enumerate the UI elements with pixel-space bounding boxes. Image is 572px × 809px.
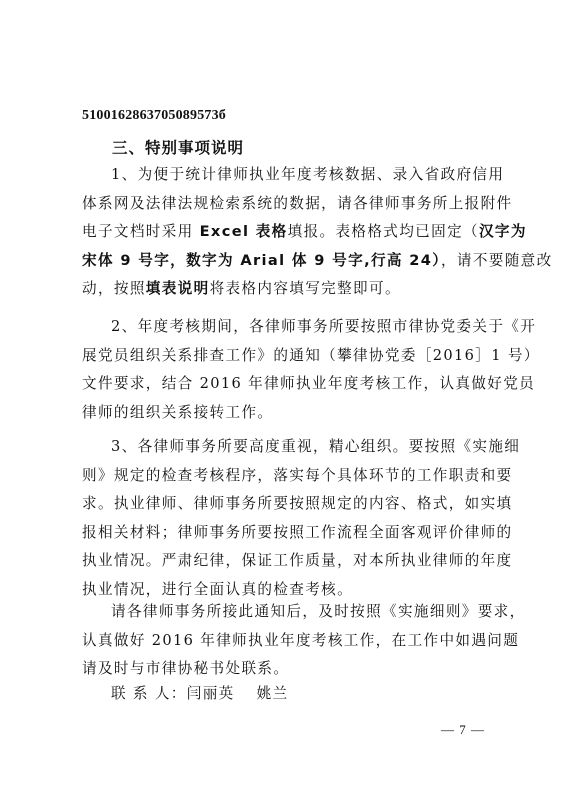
paragraph-2	[82, 313, 540, 427]
paragraph-line: 执业情况，进行全面认真的检查考核。	[82, 580, 354, 598]
paragraph-line: 2、年度考核期间，各律师事务所要按照市律协党委关于《开	[111, 318, 537, 335]
contact-label: 联 系 人：	[111, 685, 187, 702]
paragraph-line: 报相关材料；律师事务所要按照工作流程全面客观评价律师的	[82, 523, 513, 541]
paragraph-line: 展党员组织关系排查工作》的通知（攀律协党委［2016］1 号）	[82, 346, 540, 364]
paragraph-line: 请及时与市律协秘书处联系。	[82, 660, 290, 677]
paragraph-line	[82, 247, 553, 276]
bold-text-run: 填表说明	[145, 280, 210, 297]
paragraph-line: 请各律师事务所接此通知后，及时按照《实施细则》要求，	[111, 603, 526, 620]
document-id-number: 5100162863705089573б	[82, 108, 226, 123]
contact-line	[111, 682, 289, 703]
paragraph-line	[82, 218, 527, 247]
paragraph-line: 文件要求，结合 2016 年律师执业年度考核工作，认真做好党员	[82, 375, 536, 392]
paragraph-line: 体系网及法律法规检索系统的数据，请各律师事务所上报附件	[82, 194, 513, 212]
bold-text-run: 汉字为	[478, 223, 527, 240]
bold-text-run: Excel 表格	[199, 223, 288, 240]
text-run: 电子文档时采用	[82, 223, 200, 240]
paragraph-3	[82, 433, 521, 604]
contact-name: 姚兰	[256, 685, 289, 702]
bold-text-run: 宋体 9 号字，数字为 Arial 体 9 号字,行高 24）	[82, 251, 441, 269]
paragraph-4	[82, 598, 526, 684]
paragraph-line: 则》规定的检查考核程序，落实每个具体环节的工作职责和要	[82, 466, 513, 484]
contact-name: 闫丽英	[186, 685, 235, 702]
paragraph-line	[82, 275, 502, 304]
text-run: 动，按照	[82, 280, 146, 297]
text-run: ，请不要随意改	[440, 251, 553, 269]
paragraph-line: 1、为便于统计律师执业年度考核数据、录入省政府信用	[111, 166, 505, 183]
text-run: 将表格内容填写完整即可。	[209, 280, 401, 297]
paragraph-1	[82, 161, 553, 304]
paragraph-line: 律师的组织关系接转工作。	[82, 403, 274, 421]
paragraph-line: 认真做好 2016 年律师执业年度考核工作，在工作中如遇问题	[82, 631, 520, 649]
text-run: 填报。表格格式均已固定（	[287, 223, 479, 240]
paragraph-line: 3、各律师事务所要高度重视，精心组织。要按照《实施细	[111, 438, 521, 455]
page-number: — 7 —	[441, 722, 485, 737]
paragraph-line: 求。执业律师、律师事务所要按照规定的内容、格式，如实填	[82, 495, 513, 512]
section-heading: 三、特别事项说明	[112, 139, 245, 157]
paragraph-line: 执业情况。严肃纪律，保证工作质量，对本所执业律师的年度	[82, 552, 513, 569]
